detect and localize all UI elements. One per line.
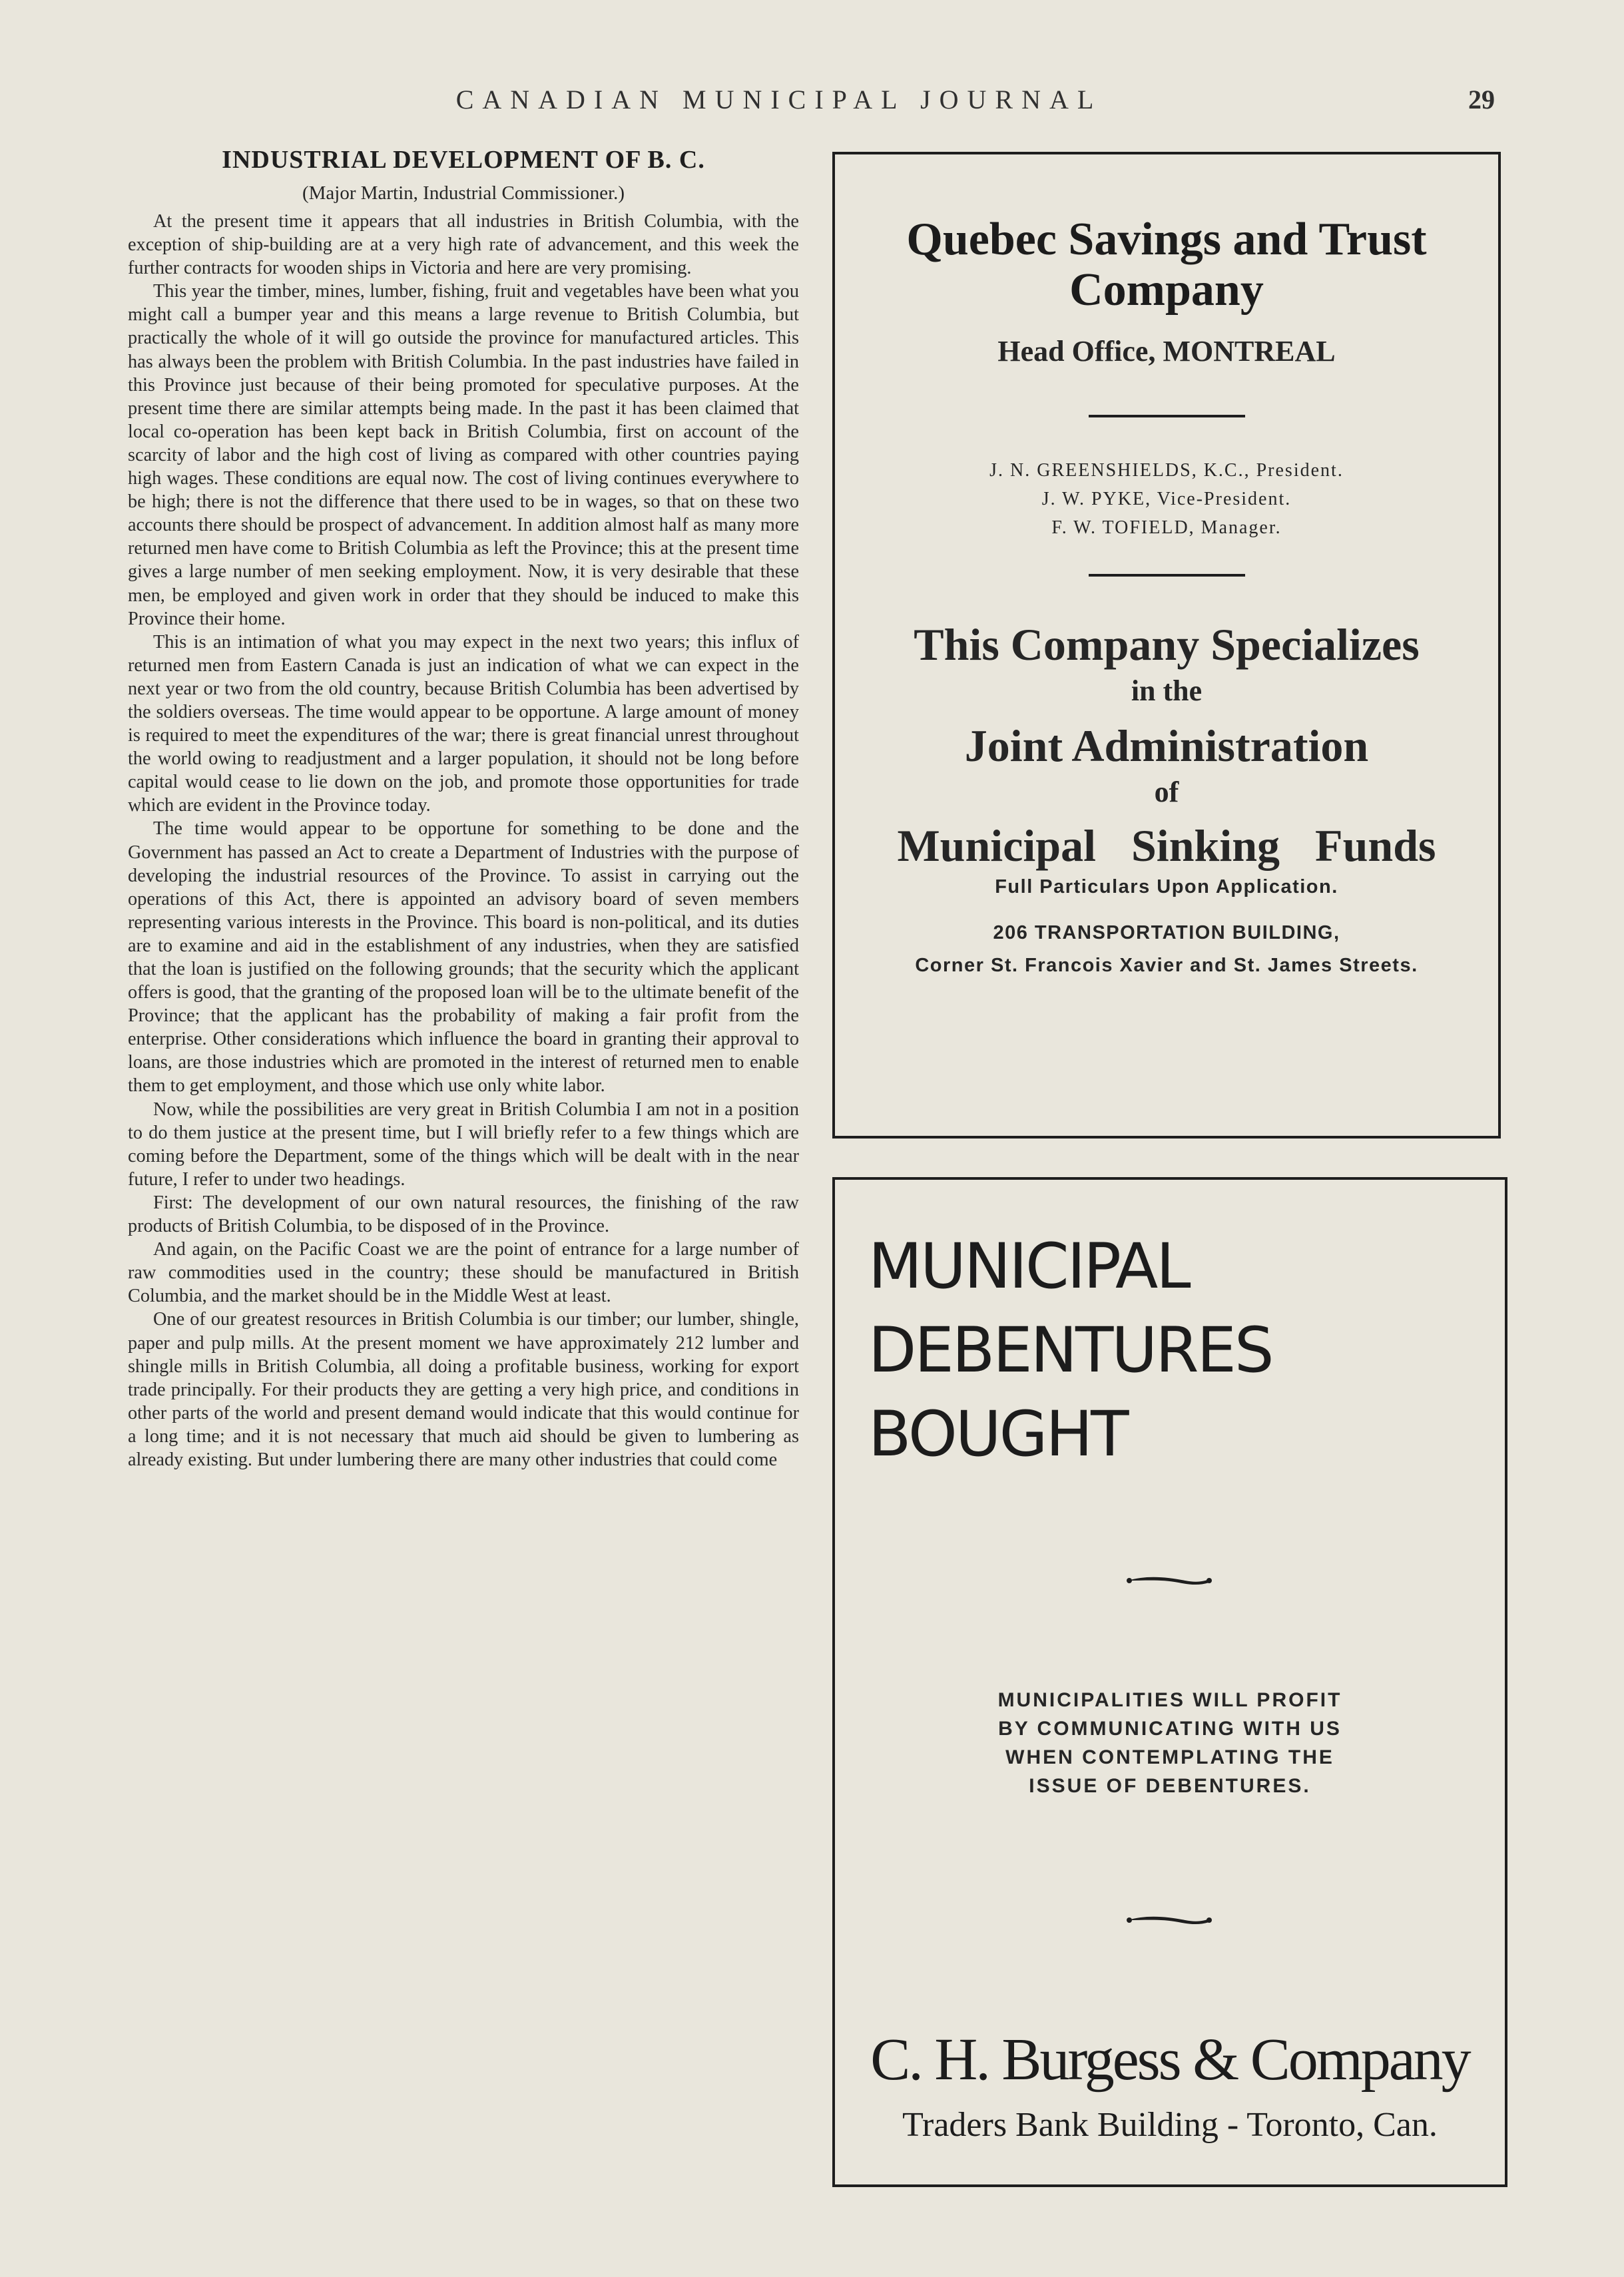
- divider-rule: [1089, 415, 1245, 417]
- officer-manager: F. W. TOFIELD, Manager.: [1051, 517, 1282, 538]
- ad-company-name: [835, 214, 1498, 316]
- notice-line: WHEN CONTEMPLATING THE: [1005, 1746, 1334, 1768]
- firm-name: C. H. Burgess & Company: [870, 2027, 1470, 2093]
- particulars-text: Full Particulars Upon Application.: [995, 876, 1338, 897]
- article-title: INDUSTRIAL DEVELOPMENT OF B. C.: [222, 146, 705, 174]
- article-paragraph: At the present time it appears that all industries in British Columbia, with the exception of ship-building are at a very high rate of advancement, and this week the further contracts for wooden ships in Victoria and here are very promising.: [128, 211, 799, 279]
- notice-line: MUNICIPALITIES WILL PROFIT: [997, 1689, 1342, 1711]
- headline-line: DEBENTURES: [868, 1314, 1272, 1387]
- headline-line: BOUGHT: [868, 1398, 1127, 1471]
- article-column: [128, 145, 799, 2176]
- article-paragraph: And again, on the Pacific Coast we are the point of entrance for a large number of raw commodities used in the country; these should be manufactured in British Columbia, and the market should be in the Middle West at least.: [128, 1239, 799, 1307]
- officer-vice-president: J. W. PYKE, Vice-President.: [1041, 489, 1292, 509]
- ad-company-name-line1: Quebec Savings and Trust: [906, 214, 1427, 265]
- article-paragraph: Now, while the possibilities are very great in British Columbia I am not in a position to do them justice at the present time, but I will briefly refer to a few things which are coming before the Department, some of the things which will be dealt with in the near future, I refer to under two headings.: [128, 1099, 799, 1190]
- of-text: of: [1154, 776, 1179, 808]
- notice-line: BY COMMUNICATING WITH US: [998, 1718, 1342, 1740]
- article-paragraph: The time would appear to be opportune for something to be done and the Government has passed an Act to create a Department of Industries with the purpose of developing the industrial resources of the Province. To assist in carrying out the operations of this Act, there is appointed an advisory board of seven members representing various interests in the Province. This board is non-political, and its duties are to examine and aid in the establishment of any industries, when they are satisfied that the loan is justified on the following grounds; that the security which the applicant offers is good, that the granting of the proposed loan will be to the ultimate benefit of the Province; that the applicant has the probability of making a fair profit from the enterprise. Other considerations which influence the board in granting their approval to loans, are those industries which are promoted in the interest of returned men to enable them to get employment, and those which use only white labor.: [128, 818, 799, 1097]
- officer-president: J. N. GREENSHIELDS, K.C., President.: [989, 460, 1344, 481]
- page-number: 29: [1468, 85, 1495, 115]
- ad-company-name-line2: Company: [1069, 264, 1264, 316]
- debentures-headline: [868, 1225, 1272, 1477]
- page-header: [0, 84, 1624, 124]
- swash-ornament-icon: [1125, 1912, 1213, 1928]
- quebec-savings-advertisement: [832, 152, 1501, 1138]
- burgess-advertisement: [832, 1177, 1507, 2187]
- address-line: 206 TRANSPORTATION BUILDING,: [993, 922, 1340, 943]
- debentures-notice: [835, 1686, 1505, 1800]
- specializes-heading: This Company Specializes: [914, 619, 1420, 670]
- notice-line: ISSUE OF DEBENTURES.: [1029, 1775, 1311, 1797]
- officers-list: [835, 456, 1498, 542]
- article-paragraph: This is an intimation of what you may expect in the next two years; this influx of returned men from Eastern Canada is just an indication of what we can expect in the next year or two from the old country, because British Columbia has been advertised by the soldiers overseas. The time would appear to be opportune. A large amount of money is required to meet the expenditures of the war; there is great financial unrest throughout the world owing to readjustment and a larger population, it should not be long before capital would cease to lie down on the job, and promote those opportunities for trade which are evident in the Province today.: [128, 631, 799, 816]
- article-paragraph: This year the timber, mines, lumber, fishing, fruit and vegetables have been what you might call a bumper year and this means a large revenue to British Columbia, but practically the whole of it will go outside the province for manufactured articles. This has always been the problem with British Columbia. In the past industries have failed in this Province just because of their being promoted for speculative purposes. At the present time there are similar attempts being made. In the past it has been claimed that local co-operation has been kept back in British Columbia, first on account of the scarcity of labor and the high cost of living as compared with other countries paying high wages. These conditions are equal now. The cost of living continues everywhere to be high; there is not the difference that there used to be in wages, so that on these two accounts there should be prospect of advancement. In addition almost half as many more returned men have come to British Columbia as left the Province; this at the present time gives a large number of men seeking employment. Now, it is very desirable that these men, be employed and given work in order that they should be induced to make this Province their home.: [128, 281, 799, 629]
- article-byline: (Major Martin, Industrial Commissioner.): [302, 182, 625, 204]
- address-line: Corner St. Francois Xavier and St. James Streets.: [915, 955, 1418, 976]
- firm-address: Traders Bank Building - Toronto, Can.: [902, 2106, 1438, 2144]
- article-paragraph: First: The development of our own natural resources, the finishing of the raw products of British Columbia, to be disposed of in the Province.: [128, 1192, 799, 1237]
- article-paragraph: One of our greatest resources in British Columbia is our timber; our lumber, shingle, paper and pulp mills. At the present moment we have approximately 212 lumber and shingle mills in British Columbia, all doing a profitable business, working for export trade principally. For their products they are getting a very high price, and conditions in other parts of the world and present demand would indicate that this would continue for a long time; and it is not necessary that much aid should be given to lumbering as already existing. But under lumbering there are many other industries that could come: [128, 1309, 799, 1470]
- headline-line: MUNICIPAL: [868, 1230, 1189, 1303]
- running-title: CANADIAN MUNICIPAL JOURNAL: [455, 85, 1103, 115]
- municipal-sinking-funds-heading: Municipal Sinking Funds: [897, 820, 1436, 871]
- ad-head-office: Head Office, MONTREAL: [997, 335, 1336, 368]
- swash-ornament-icon: [1125, 1573, 1213, 1589]
- divider-rule: [1089, 574, 1245, 577]
- joint-administration-heading: Joint Administration: [964, 720, 1369, 771]
- in-the-text: in the: [1131, 674, 1203, 707]
